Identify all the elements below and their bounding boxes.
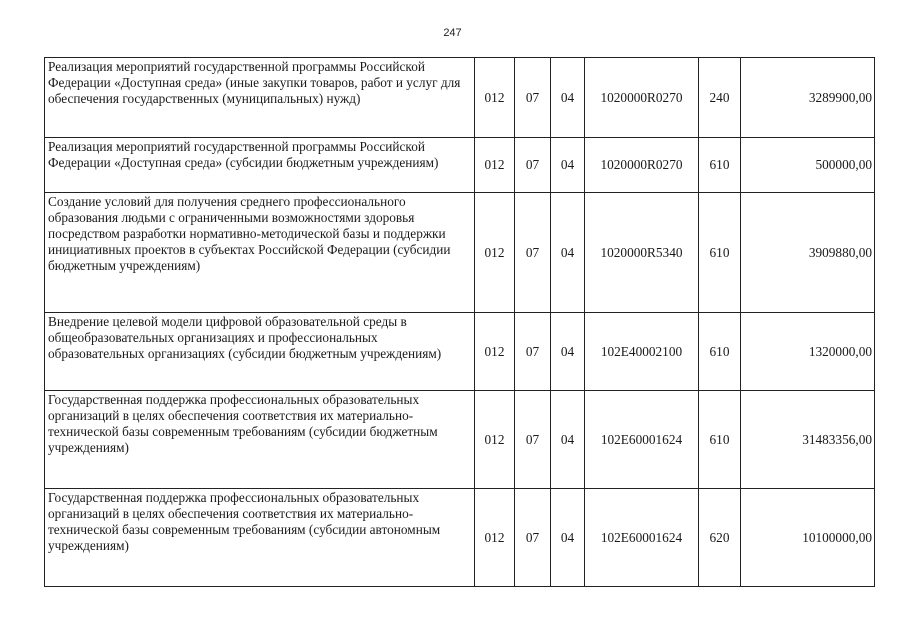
row-description: Государственная поддержка профессиональных образовательных организаций в целях обеспечения соответствия их материально-технической базы современным требованиям (субсидии бюджетным учреждениям) xyxy=(45,391,475,489)
target-article-code: 102E60001624 xyxy=(585,391,699,489)
row-description: Создание условий для получения среднего профессионального образования людьми с ограниченными возможностями здоровья посредством разработки нормативно-методической базы и поддержки инициативных проектов в субъектах Российской Федерации (субсидии бюджетным учреждениям) xyxy=(45,193,475,313)
amount: 500000,00 xyxy=(741,138,875,193)
subsection-code: 04 xyxy=(551,138,585,193)
subsection-code: 04 xyxy=(551,58,585,138)
expense-type-code: 610 xyxy=(699,193,741,313)
row-description: Реализация мероприятий государственной программы Российской Федерации «Доступная среда» (субсидии бюджетным учреждениям) xyxy=(45,138,475,193)
expense-type-code: 620 xyxy=(699,489,741,587)
section-code: 07 xyxy=(515,193,551,313)
row-description: Внедрение целевой модели цифровой образовательной среды в общеобразовательных организациях и профессиональных образовательных организациях (субсидии бюджетным учреждениям) xyxy=(45,313,475,391)
table-row xyxy=(45,138,875,193)
section-code: 07 xyxy=(515,489,551,587)
expense-type-code: 610 xyxy=(699,138,741,193)
section-code: 07 xyxy=(515,138,551,193)
section-code: 07 xyxy=(515,313,551,391)
row-description: Государственная поддержка профессиональных образовательных организаций в целях обеспечения соответствия их материально-технической базы современным требованиям (субсидии автономным учреждениям) xyxy=(45,489,475,587)
table-row xyxy=(45,313,875,391)
page-number: 247 xyxy=(443,27,462,39)
row-description: Реализация мероприятий государственной программы Российской Федерации «Доступная среда» (иные закупки товаров, работ и услуг для обеспечения государственных (муниципальных) нужд) xyxy=(45,58,475,138)
expense-type-code: 610 xyxy=(699,313,741,391)
grbs-code: 012 xyxy=(475,313,515,391)
target-article-code: 1020000R0270 xyxy=(585,58,699,138)
target-article-code: 1020000R5340 xyxy=(585,193,699,313)
amount: 10100000,00 xyxy=(741,489,875,587)
subsection-code: 04 xyxy=(551,313,585,391)
amount: 1320000,00 xyxy=(741,313,875,391)
table-row xyxy=(45,193,875,313)
grbs-code: 012 xyxy=(475,58,515,138)
budget-table xyxy=(44,57,875,587)
grbs-code: 012 xyxy=(475,489,515,587)
amount: 3289900,00 xyxy=(741,58,875,138)
table-row xyxy=(45,489,875,587)
table-row xyxy=(45,391,875,489)
grbs-code: 012 xyxy=(475,193,515,313)
subsection-code: 04 xyxy=(551,391,585,489)
amount: 3909880,00 xyxy=(741,193,875,313)
section-code: 07 xyxy=(515,391,551,489)
grbs-code: 012 xyxy=(475,391,515,489)
subsection-code: 04 xyxy=(551,193,585,313)
expense-type-code: 240 xyxy=(699,58,741,138)
section-code: 07 xyxy=(515,58,551,138)
target-article-code: 102E40002100 xyxy=(585,313,699,391)
subsection-code: 04 xyxy=(551,489,585,587)
expense-type-code: 610 xyxy=(699,391,741,489)
amount: 31483356,00 xyxy=(741,391,875,489)
table-row xyxy=(45,58,875,138)
target-article-code: 1020000R0270 xyxy=(585,138,699,193)
grbs-code: 012 xyxy=(475,138,515,193)
target-article-code: 102E60001624 xyxy=(585,489,699,587)
